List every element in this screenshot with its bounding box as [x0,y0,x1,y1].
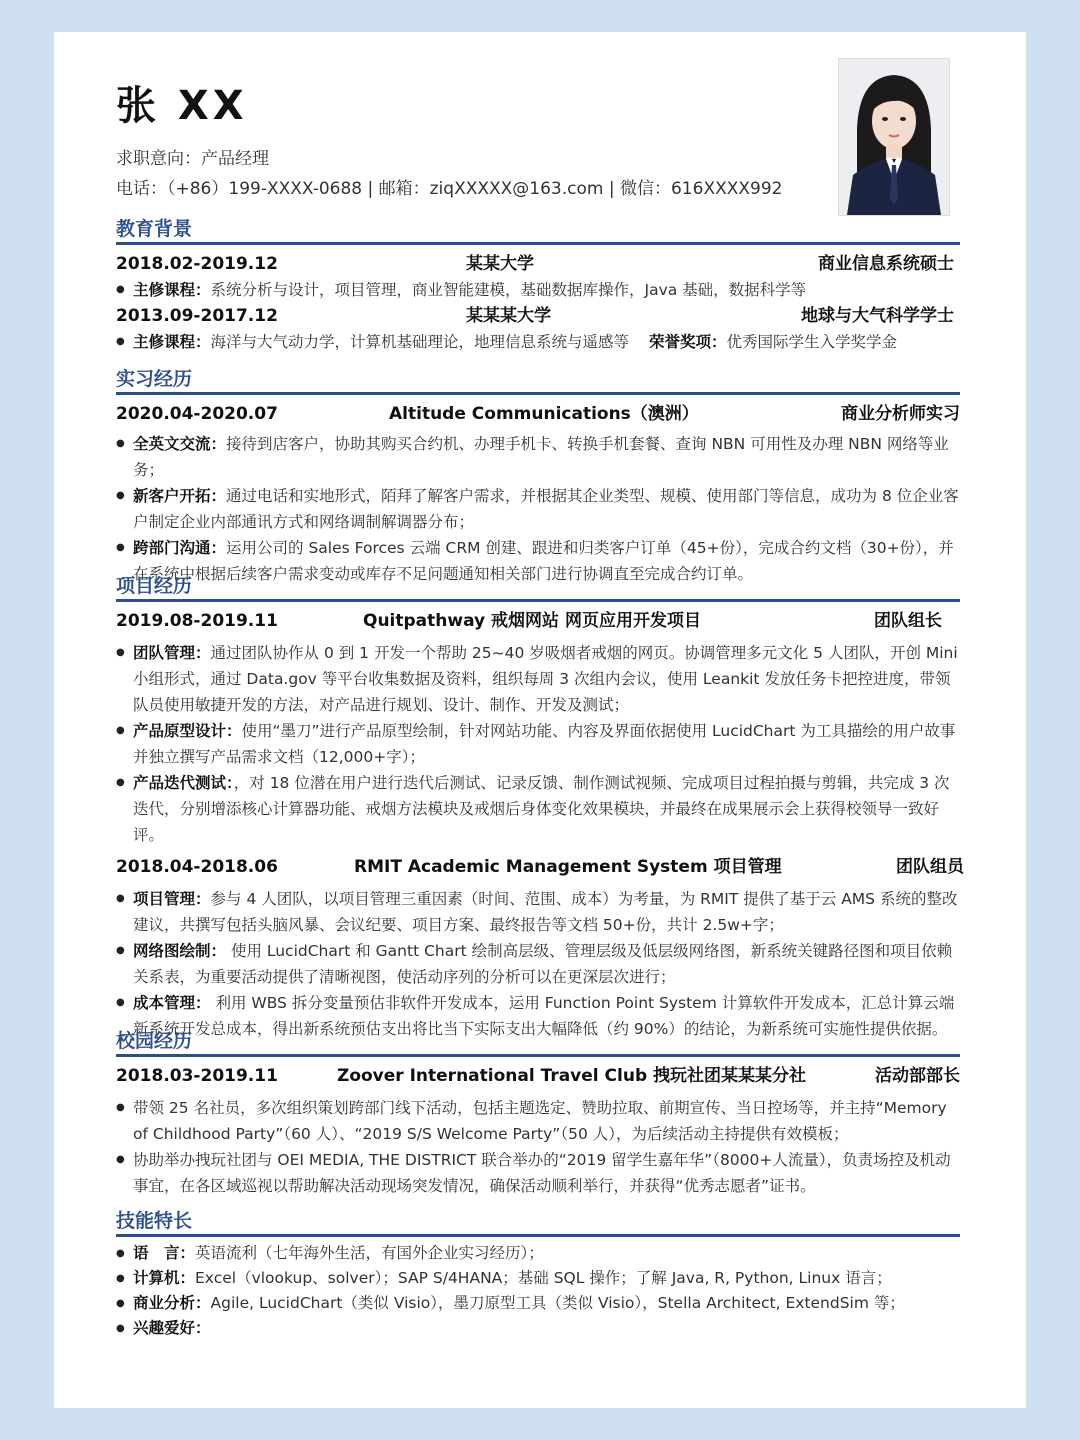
list-item [116,1147,960,1199]
internship-title: 实习经历 [116,368,193,390]
candidate-name: 张 XX [116,83,248,129]
contact-info: 电话：（+86）199-XXXX-0688 | 邮箱：ziqXXXXX@163.com | 微信：616XXXX992 [116,179,783,199]
bullet-label: 主修课程： [133,281,211,299]
bullet-text: 优秀国际学生入学奖学金 [726,333,898,351]
bullet-label: 计算机： [133,1269,196,1287]
bullet-text: ，对 18 位潜在用户进行迭代后测试、记录反馈、制作测试视频、完成项目过程拍摄与剪辑，共完成 3 次迭代，分别增添核心计算器功能、戒烟方法模块及戒烟后身体变化效果模块，并最终在成果展示会上获得校领导一致好评。 [133,774,950,844]
list-item [116,483,960,535]
list-item [116,431,960,483]
list-item [116,770,960,848]
portrait-icon [839,59,949,215]
degree: 地球与大气科学学士 [801,306,954,326]
resume-page [54,32,1026,1408]
internship-entry [116,401,960,427]
club-name: Zoover International Travel Club 拽玩社团某某某分社 [337,1066,807,1086]
campus-title: 校园经历 [116,1030,193,1052]
list-item [116,1095,960,1147]
bullet-label: 荣誉奖项： [649,333,727,351]
campus-entry [116,1063,960,1089]
bullet-text: 带领 25 名社员，多次组织策划跨部门线下活动，包括主题选定、赞助拉取、前期宣传、当日控场等，并主持“Memory of Childhood Party”（60 人）、“2019 S/S Welcome Party”（50 人），为后续活动主持提供有效模板； [133,1099,947,1143]
school-name: 某某大学 [466,254,534,274]
school-name: 某某某大学 [466,306,551,326]
bullet-label: 兴趣爱好： [133,1319,211,1337]
list-item [116,277,960,303]
education-section [116,216,960,355]
bullet-text: Agile, LucidChart（类似 Visio），墨刀原型工具（类似 Visio），Stella Architect, ExtendSim 等； [210,1294,905,1312]
project-role: 团队组长 [874,611,942,631]
club-role: 活动部部长 [875,1066,960,1086]
bullet-label: 产品原型设计： [133,722,242,740]
bullet-label: 语 言： [133,1244,196,1262]
bullet-text: Excel（vlookup、solver）；SAP S/4HANA；基础 SQL 操作；了解 Java, R, Python, Linux 语言； [195,1269,892,1287]
bullet-label: 成本管理： [133,994,211,1012]
bullet-label: 商业分析： [133,1294,211,1312]
project-role: 团队组员 [896,857,964,877]
bullet-text: 通过电话和实地形式，陌拜了解客户需求，并根据其企业类型、规模、使用部门等信息，成功为 8 位企业客户制定企业内部通讯方式和网络调制解调器分布； [133,487,959,531]
list-item [116,886,960,938]
bullet-text: 利用 WBS 拆分变量预估非软件开发成本，运用 Function Point System 计算软件开发成本，汇总计算云端新系统开发总成本，得出新系统预估支出将比当下实际支出大幅降低（约 90%）的结论，为新系统可实施性提供依据。 [133,994,955,1038]
entry-date: 2018.02-2019.12 [116,254,278,274]
list-item [116,718,960,770]
job-intent: 求职意向：产品经理 [116,149,269,169]
list-item [116,1241,960,1266]
projects-title: 项目经历 [116,575,193,597]
degree: 商业信息系统硕士 [818,254,954,274]
list-item [116,938,960,990]
bullet-text: 使用“墨刀”进行产品原型绘制，针对网站功能、内容及界面依据使用 LucidChart 为工具描绘的用户故事并独立撰写产品需求文档（12,000+字）； [133,722,956,766]
bullet-text: 接待到店客户，协助其购买合约机、办理手机卡、转换手机套餐、查询 NBN 可用性及办理 NBN 网络等业务； [133,435,949,479]
bullet-text: 海洋与大气动力学，计算机基础理论，地理信息系统与遥感等 [210,333,630,351]
skills-title: 技能特长 [116,1210,193,1232]
bullet-text: 系统分析与设计，项目管理，商业智能建模，基础数据库操作，Java 基础，数据科学等 [210,281,807,299]
internship-section [116,366,960,587]
bullet-text: 英语流利（七年海外生活，有国外企业实习经历）； [195,1244,544,1262]
campus-section [116,1028,960,1199]
entry-date: 2018.04-2018.06 [116,857,278,877]
bullet-label: 产品迭代测试： [133,774,234,792]
bullet-text: 参与 4 人团队，以项目管理三重因素（时间、范围、成本）为考量，为 RMIT 提供了基于云 AMS 系统的整改建议，共撰写包括头脑风暴、会议纪要、项目方案、最终报告等文档 50+份，共计 2.5w+字； [133,890,958,934]
bullet-label: 新客户开拓： [133,487,227,505]
entry-date: 2013.09-2017.12 [116,306,278,326]
bullet-label: 全英文交流： [133,435,227,453]
entry-date: 2018.03-2019.11 [116,1066,278,1086]
bullet-label: 跨部门沟通： [133,539,227,557]
list-item [116,1291,960,1316]
job-role: 商业分析师实习 [841,404,960,424]
project-name: RMIT Academic Management System 项目管理 [354,857,782,877]
list-item [116,329,960,355]
bullet-label: 团队管理： [133,644,211,662]
projects-section [116,573,964,1042]
education-title: 教育背景 [116,218,193,240]
bullet-text: 运用公司的 Sales Forces 云端 CRM 创建、跟进和归类客户订单（45+份），完成合约文档（30+份），并在系统中根据后续客户需求变动或库存不足问题通知相关部门进行协调直至完成合约订单。 [133,539,954,583]
bullet-text: 通过团队协作从 0 到 1 开发一个帮助 25~40 岁吸烟者戒烟的网页。协调管理多元文化 5 人团队，开创 Mini 小组形式，通过 Data.gov 等平台收集数据及资料，组织每周 3 次组内会议，使用 Leankit 发放任务卡把控进度，带领队员使用敏捷开发的方法，对产品进行规划、设计、制作、开发及测试； [133,644,958,714]
list-item [116,640,960,718]
list-item [116,1266,960,1291]
entry-date: 2019.08-2019.11 [116,611,278,631]
skills-section [116,1208,960,1341]
bullet-label: 主修课程： [133,333,211,351]
list-item [116,1316,960,1341]
bullet-label: 项目管理： [133,890,211,908]
bullet-label: 网络图绘制： [133,942,227,960]
education-entry [116,303,960,329]
project-name: Quitpathway 戒烟网站 网页应用开发项目 [363,611,701,631]
project-entry [116,608,960,634]
company-name: Altitude Communications（澳洲） [389,404,699,424]
bullet-text: 协助举办拽玩社团与 OEI MEDIA, THE DISTRICT 联合举办的“2019 留学生嘉年华”（8000+人流量），负责场控及机动事宜，在各区域巡视以帮助解决活动现场突发情况，确保活动顺利举行，并获得“优秀志愿者”证书。 [133,1151,951,1195]
entry-date: 2020.04-2020.07 [116,404,278,424]
profile-photo [838,58,950,216]
bullet-text: 使用 LucidChart 和 Gantt Chart 绘制高层级、管理层级及低层级网络图，新系统关键路径图和项目依赖关系表，为重要活动提供了清晰视图，使活动序列的分析可以在更深层次进行； [133,942,953,986]
project-entry [116,854,964,880]
education-entry [116,251,960,277]
